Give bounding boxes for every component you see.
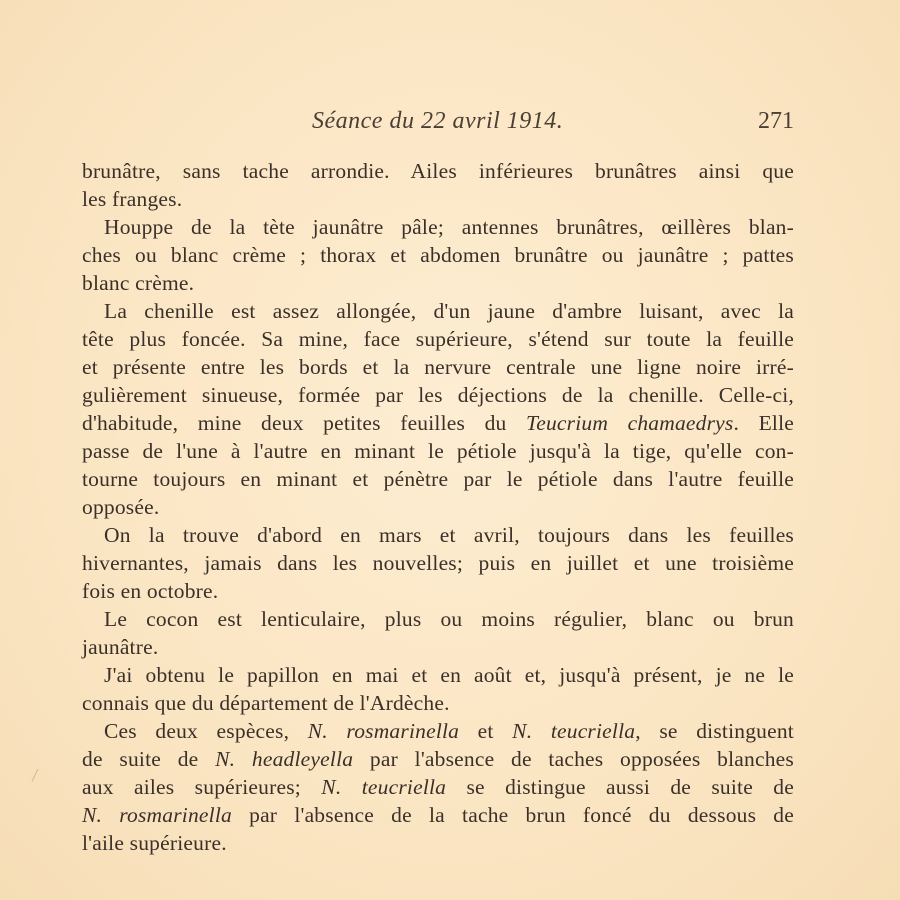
text-line: ches ou blanc crème ; thorax et abdomen brunâtre ou jaunâtre ; pattes [82, 243, 794, 267]
paragraph [82, 605, 794, 661]
text-line: gulièrement sinueuse, formée par les déjections de la chenille. Celle-ci, [82, 383, 794, 407]
text-line: tourne toujours en minant et pénètre par le pétiole dans l'autre feuille [82, 467, 794, 491]
taxon-name: N. headleyella [215, 747, 354, 771]
text-line [82, 717, 794, 745]
text-run: se distingue aussi de suite de [446, 775, 794, 799]
text-run: . Elle [733, 411, 795, 435]
margin-mark [31, 769, 45, 785]
paragraph [82, 717, 794, 857]
paragraph [82, 521, 794, 605]
text-run: , se distinguent [635, 719, 794, 743]
text-line: opposée. [82, 495, 160, 519]
text-line: passe de l'une à l'autre en minant le pétiole jusqu'à la tige, qu'elle con- [82, 439, 794, 463]
text-line: La chenille est assez allongée, d'un jaune d'ambre luisant, avec la [104, 299, 794, 323]
text-run: par l'absence de la tache brun foncé du dessous de [231, 803, 794, 827]
text-line: hivernantes, jamais dans les nouvelles; puis en juillet et une troisième [82, 551, 794, 575]
text-line [82, 801, 794, 829]
text-run: Ces deux espèces, [104, 719, 308, 743]
taxon-name: N. rosmarinella [307, 719, 460, 743]
taxon-name: N. teucriella [512, 719, 636, 743]
text-line: connais que du département de l'Ardèche. [82, 691, 450, 715]
text-line [82, 745, 794, 773]
text-line: Le cocon est lenticulaire, plus ou moins régulier, blanc ou brun [104, 607, 794, 631]
running-head [82, 108, 794, 140]
taxon-name: N. rosmarinella [82, 803, 232, 827]
text-line: et présente entre les bords et la nervure centrale une ligne noire irré- [82, 355, 794, 379]
text-line: tête plus foncée. Sa mine, face supérieure, s'étend sur toute la feuille [82, 327, 794, 351]
text-line [82, 409, 794, 437]
text-line: jaunâtre. [82, 635, 159, 659]
text-line: brunâtre, sans tache arrondie. Ailes inférieures brunâtres ainsi que [82, 159, 794, 183]
text-run: d'habitude, mine deux petites feuilles du [82, 411, 527, 435]
text-run: par l'absence de taches opposées blanches [353, 747, 794, 771]
text-line: fois en octobre. [82, 579, 219, 603]
page-number: 271 [758, 108, 794, 134]
paragraph [82, 157, 794, 213]
text-run: et [459, 719, 513, 743]
running-title: Séance du 22 avril 1914. [312, 108, 564, 134]
taxon-name: Teucrium chamaedrys [526, 411, 734, 435]
text-line: blanc crème. [82, 271, 195, 295]
paragraph [82, 661, 794, 717]
text-line: les franges. [82, 187, 183, 211]
text-line: Houppe de la tète jaunâtre pâle; antennes brunâtres, œillères blan- [104, 215, 794, 239]
body-text [82, 157, 794, 857]
text-run: aux ailes supérieures; [82, 775, 322, 799]
paragraph [82, 213, 794, 297]
taxon-name: N. teucriella [321, 775, 447, 799]
text-run: de suite de [82, 747, 216, 771]
text-line: On la trouve d'abord en mars et avril, toujours dans les feuilles [104, 523, 794, 547]
paragraph [82, 297, 794, 521]
text-line: l'aile supérieure. [82, 831, 227, 855]
text-line: J'ai obtenu le papillon en mai et en août et, jusqu'à présent, je ne le [104, 663, 794, 687]
text-line [82, 773, 794, 801]
